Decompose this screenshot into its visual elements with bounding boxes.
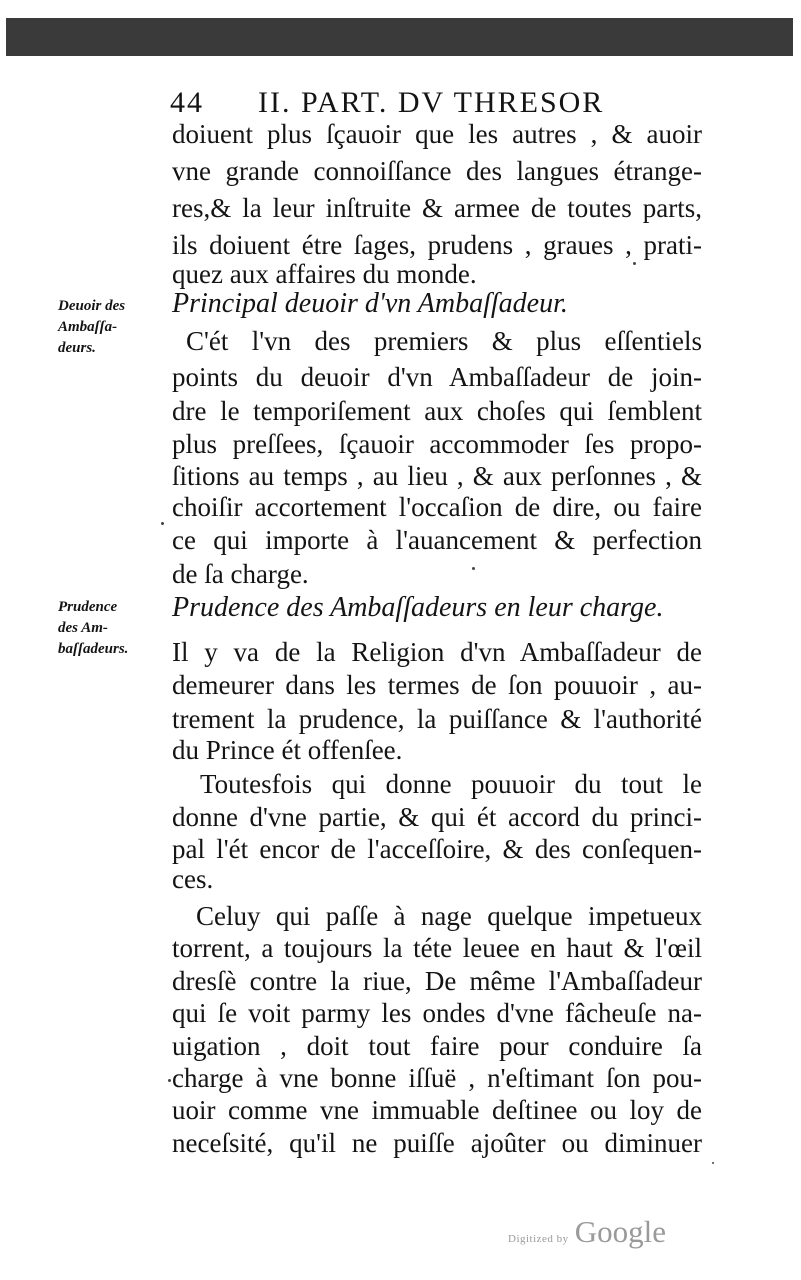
text-line: qui ſe voit parmy les ondes d'vne fâcheuſe na- <box>172 998 702 1028</box>
text-line: choiſir accortement l'occaſion de dire, ou faire <box>172 492 702 522</box>
text-line: Toutesfois qui donne pouuoir du tout le <box>200 769 702 799</box>
text-line: uigation , doit tout faire pour conduire ſa <box>172 1031 702 1061</box>
scan-speck <box>472 567 475 570</box>
margin-note-line: deurs. <box>58 340 96 356</box>
margin-note-line: Ambaſſa- <box>58 319 118 335</box>
margin-note-line: Prudence <box>58 599 118 615</box>
text-line: donne d'vne partie, & qui ét accord du princi- <box>172 802 702 832</box>
text-line: Celuy qui paſſe à nage quelque impetueux <box>196 901 702 931</box>
section-heading-prudence: Prudence des Ambaſſadeurs en leur charge. <box>172 592 664 623</box>
text-line: charge à vne bonne iſſuë , n'eſtimant ſon pou- <box>172 1063 702 1093</box>
text-line: dresſè contre la riue, De même l'Ambaſſadeur <box>172 966 702 996</box>
text-line: doiuent plus ſçauoir que les autres , & auoir <box>172 119 702 149</box>
text-line: ils doiuent étre ſages, prudens , graues , prati- <box>172 230 702 260</box>
text-line: uoir comme vne immuable deſtinee ou loy de <box>172 1095 702 1125</box>
page-number: 44 <box>170 86 204 119</box>
text-line: demeurer dans les termes de ſon pouuoir , au- <box>172 670 702 700</box>
text-line: C'ét l'vn des premiers & plus eſſentiels <box>186 326 702 356</box>
running-head <box>170 86 700 120</box>
scan-speck <box>161 522 164 525</box>
google-logo: Google <box>574 1214 666 1249</box>
text-line: ces. <box>172 864 214 894</box>
text-line: dre le temporiſement aux choſes qui ſemblent <box>172 396 702 426</box>
digitized-watermark <box>508 1214 666 1250</box>
margin-note-line: baſſadeurs. <box>58 641 129 657</box>
text-line: de ſa charge. <box>172 559 309 589</box>
text-line: points du deuoir d'vn Ambaſſadeur de join- <box>172 362 702 392</box>
scan-speck <box>633 262 636 265</box>
text-line: torrent, a toujours la téte leuee en haut & l'œil <box>172 933 702 963</box>
text-line: plus preſſees, ſçauoir accommoder ſes propo- <box>172 429 702 459</box>
text-line: Il y va de la Religion d'vn Ambaſſadeur de <box>172 637 702 667</box>
text-line: ſitions au temps , au lieu , & aux perſonnes , & <box>172 461 702 491</box>
scan-speck <box>712 1162 714 1164</box>
text-line: trement la prudence, la puiſſance & l'authorité <box>172 704 702 734</box>
text-line: du Prince ét offenſee. <box>172 735 403 765</box>
text-line: vne grande connoiſſance des langues étrange- <box>172 156 702 186</box>
watermark-prefix: Digitized by <box>508 1233 569 1245</box>
text-line: res,& la leur inſtruite & armee de toutes parts, <box>172 193 702 223</box>
text-line: neceſsité, qu'il ne puiſſe ajoûter ou diminuer <box>172 1128 702 1158</box>
margin-note-prudence <box>58 597 170 660</box>
margin-note-line: des Am- <box>58 620 108 636</box>
text-line: quez aux affaires du monde. <box>172 259 477 289</box>
scan-speck <box>168 1079 171 1082</box>
text-line: ce qui importe à l'auancement & perfection <box>172 525 702 555</box>
margin-note-deuoir <box>58 296 170 359</box>
section-heading-deuoir: Principal deuoir d'vn Ambaſſadeur. <box>172 288 568 319</box>
margin-note-line: Deuoir des <box>58 298 126 314</box>
running-title: II. PART. DV THRESOR <box>258 86 605 119</box>
text-line: pal l'ét encor de l'acceſſoire, & des conſequen- <box>172 834 702 864</box>
